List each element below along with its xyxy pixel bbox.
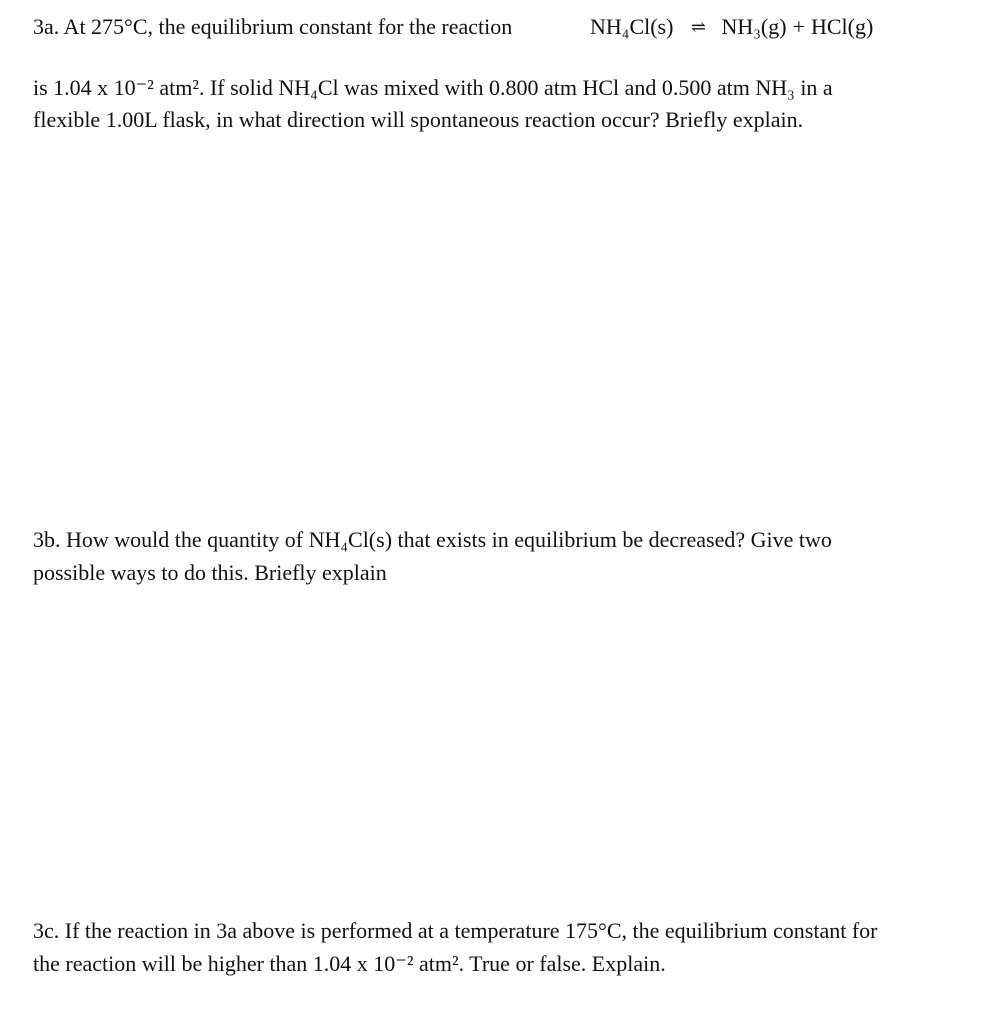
- equilibrium-arrow-icon: ⇌: [690, 17, 706, 37]
- question-3b-line-2: possible ways to do this. Briefly explain: [33, 560, 387, 585]
- question-3a-line-3: flexible 1.00L flask, in what direction will spontaneous reaction occur? Briefly explain.: [33, 107, 804, 132]
- reactant-formula: NH₄Cl(s): [590, 14, 674, 39]
- question-3a-intro: 3a. At 275°C, the equilibrium constant for the reaction: [33, 14, 513, 39]
- product-formula-1: NH₃(g): [721, 14, 787, 39]
- reaction-equation: [590, 10, 873, 44]
- question-3b-line-1: 3b. How would the quantity of NH₄Cl(s) that exists in equilibrium be decreased? Give two: [33, 527, 832, 552]
- question-3a-line-2: is 1.04 x 10⁻² atm². If solid NH₄Cl was mixed with 0.800 atm HCl and 0.500 atm NH₃ in a: [33, 75, 833, 100]
- product-formula-2: HCl(g): [810, 14, 874, 39]
- question-3c-line-1: 3c. If the reaction in 3a above is performed at a temperature 175°C, the equilibrium constant for: [33, 918, 878, 943]
- question-3c-line-2: the reaction will be higher than 1.04 x 10⁻² atm². True or false. Explain.: [33, 951, 666, 976]
- plus-sign: +: [792, 14, 805, 39]
